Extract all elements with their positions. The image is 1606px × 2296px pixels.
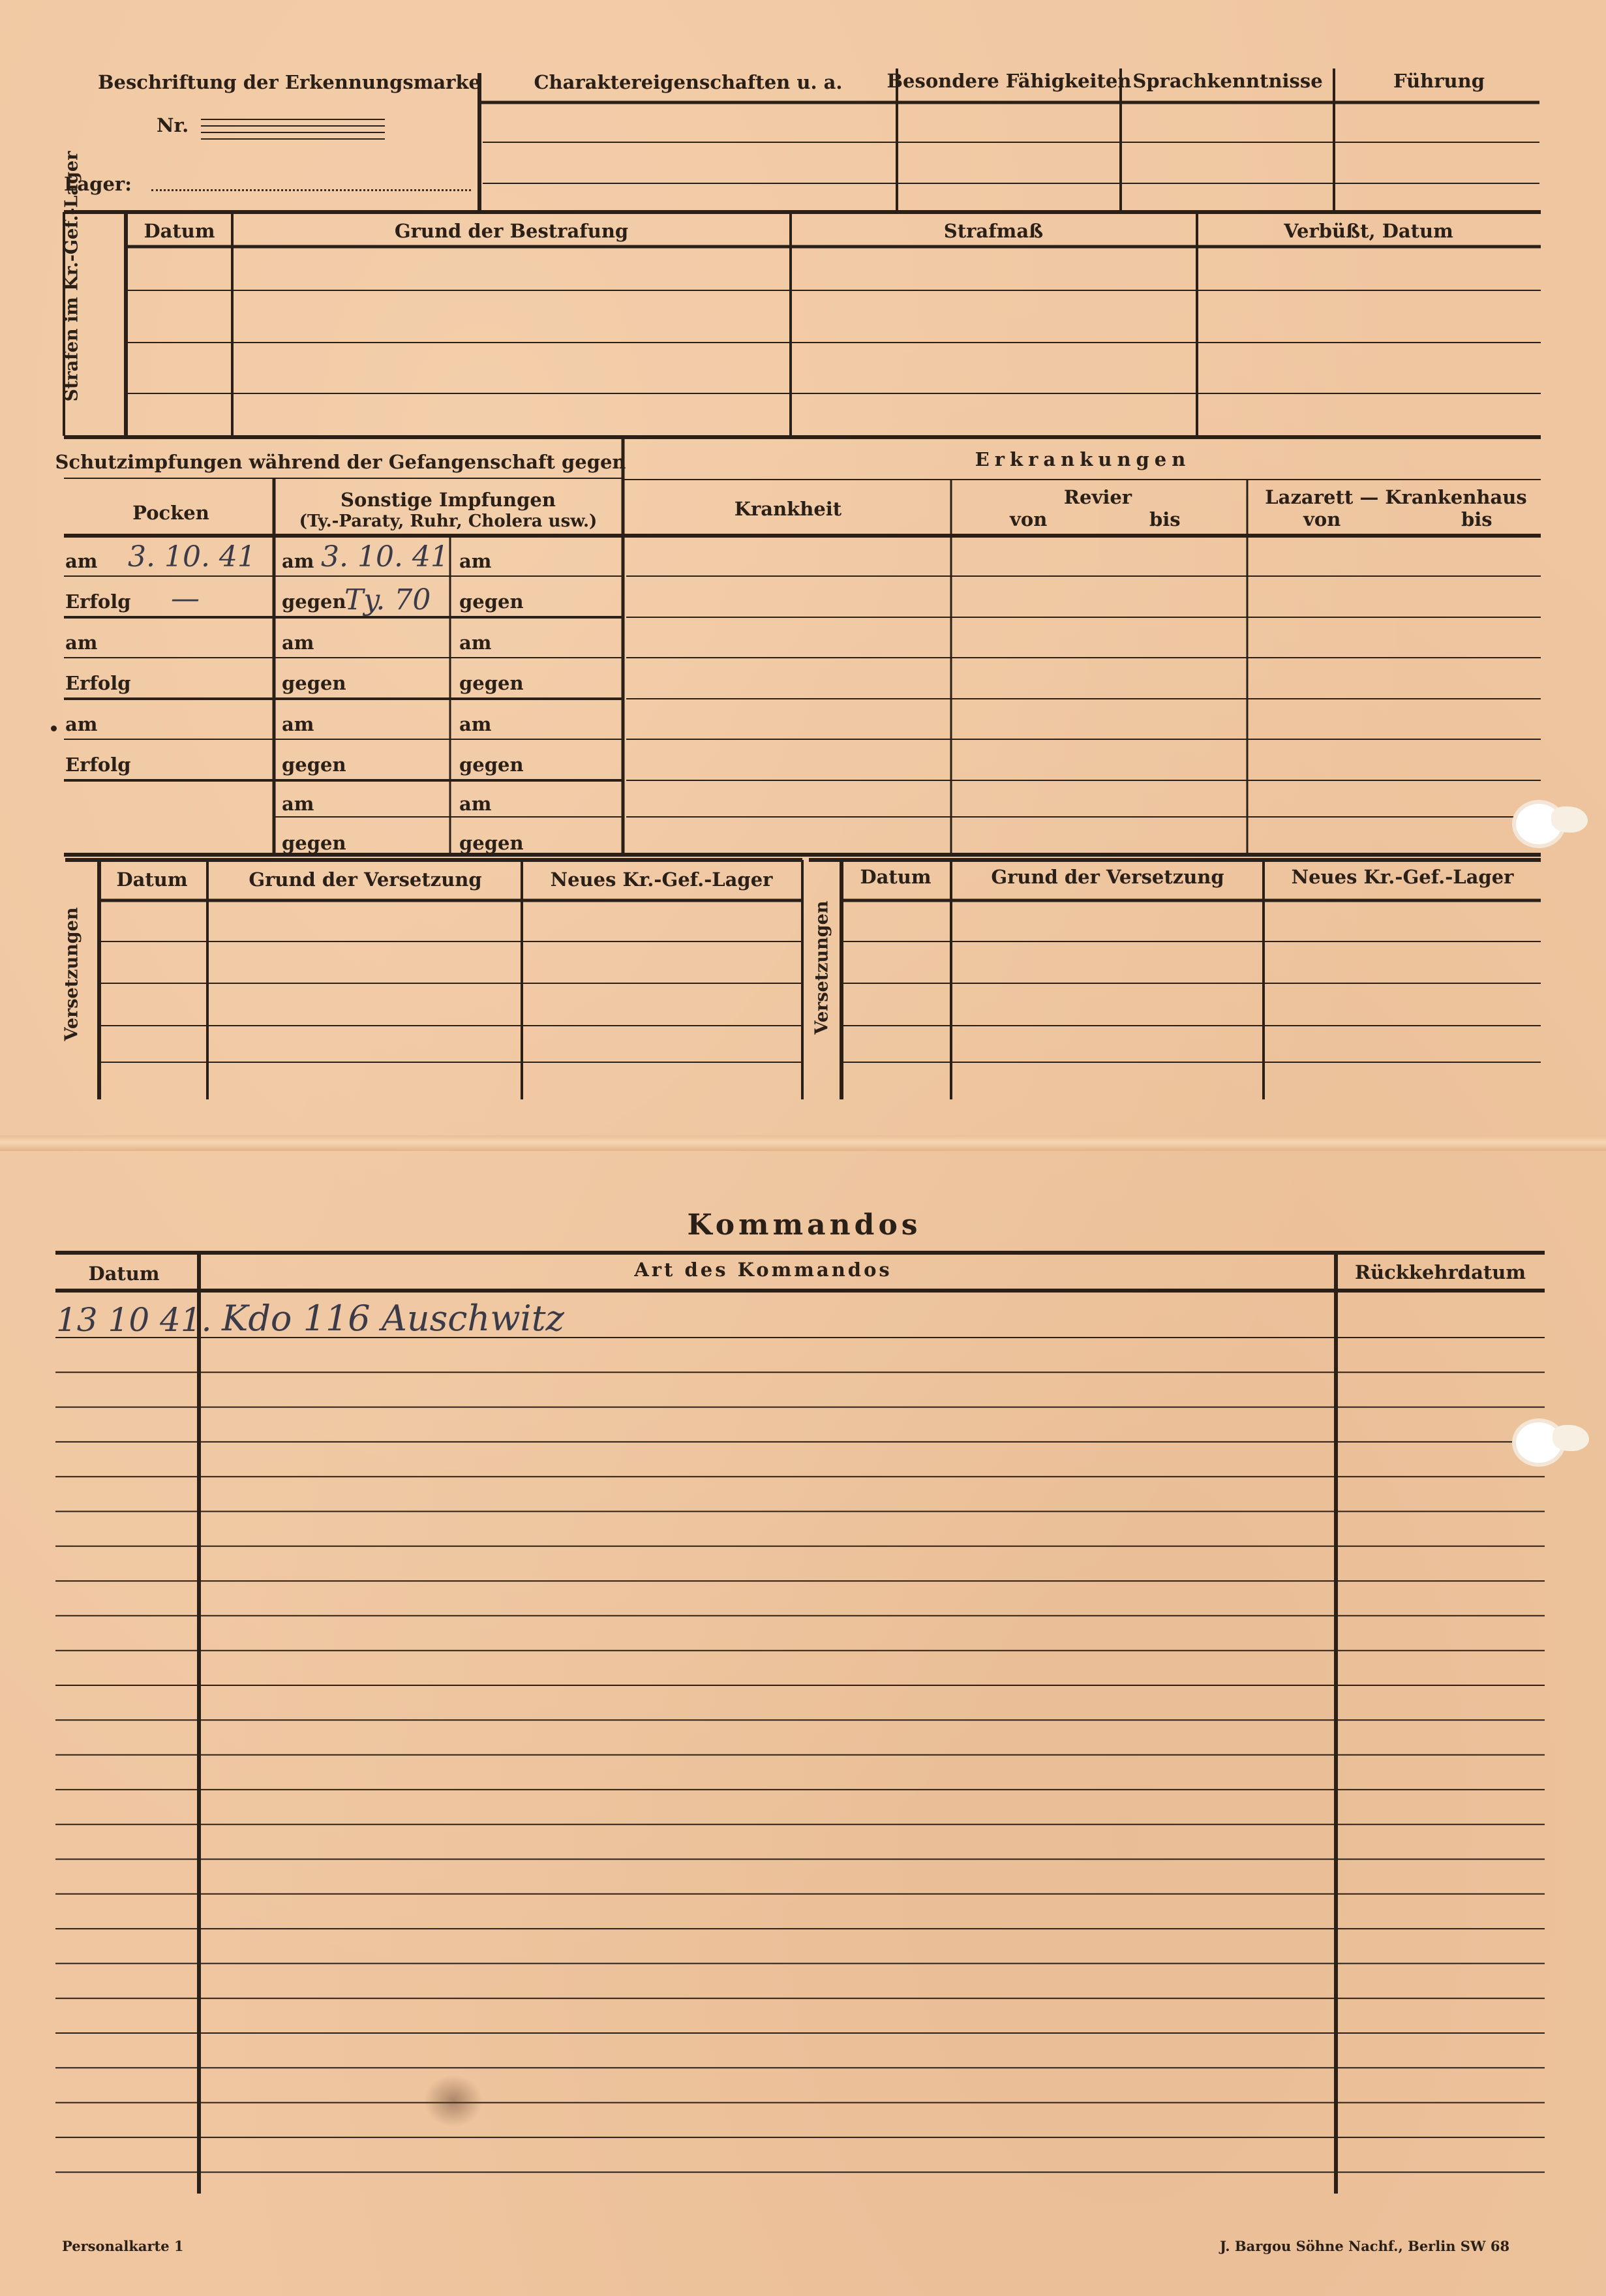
versetzungen-side-label-right: Versetzungen xyxy=(811,900,832,1035)
sprach-header: Sprachkenntnisse xyxy=(1132,70,1323,92)
pocken-am-label: am xyxy=(65,550,98,572)
ink-dot xyxy=(51,726,57,731)
sonst2-gegen-label: gegen xyxy=(459,672,524,694)
pocken-erfolg-label: Erfolg xyxy=(65,754,131,776)
strafmass-header: Strafmaß xyxy=(943,220,1044,242)
fuehrung-header: Führung xyxy=(1393,70,1485,92)
sonst-am-label: am xyxy=(282,632,314,654)
revier-von: von xyxy=(1010,508,1048,530)
revier-bis: bis xyxy=(1149,508,1181,530)
lager-field[interactable] xyxy=(151,189,471,191)
kommandos-title: Kommandos xyxy=(687,1208,922,1242)
krankheit-header: Krankheit xyxy=(734,498,842,520)
vers-grund-header-left: Grund der Versetzung xyxy=(249,868,482,891)
handwritten-kdo-art: Kdo 116 Auschwitz xyxy=(222,1298,564,1339)
lazarett-header: Lazarett — Krankenhaus xyxy=(1265,486,1527,508)
strafen-side-label: Strafen im Kr.-Gef.-Lager xyxy=(61,151,82,402)
footer-left: Personalkarte 1 xyxy=(62,2238,184,2254)
sonstige-subheader: (Ty.-Paraty, Ruhr, Cholera usw.) xyxy=(299,512,598,531)
handwritten-sonst-gegen: Ty. 70 xyxy=(344,583,431,617)
nr-label: Nr. xyxy=(157,114,189,136)
faehigkeiten-header: Besondere Fähigkeiten xyxy=(886,70,1132,92)
vers-grund-header-right: Grund der Versetzung xyxy=(991,866,1224,888)
sonst2-am-label: am xyxy=(459,632,492,654)
pocken-erfolg-label: Erfolg xyxy=(65,672,131,694)
kdo-rueckkehr-header: Rückkehrdatum xyxy=(1354,1261,1526,1283)
sonst-gegen-label: gegen xyxy=(282,672,346,694)
vers-datum-header-left: Datum xyxy=(116,868,188,891)
sonst-am-label: am xyxy=(282,550,314,572)
pocken-header: Pocken xyxy=(132,502,209,524)
torn-edge xyxy=(1551,806,1588,833)
pocken-am-label: am xyxy=(65,713,98,735)
lager-label: Lager: xyxy=(64,173,132,195)
sonst-am-label: am xyxy=(282,713,314,735)
vers-neues-header-right: Neues Kr.-Gef.-Lager xyxy=(1291,866,1514,888)
sonstige-header: Sonstige Impfungen xyxy=(341,489,556,511)
sonst2-am-label: am xyxy=(459,713,492,735)
footer-right: J. Bargou Söhne Nachf., Berlin SW 68 xyxy=(1220,2238,1510,2254)
verbuesst-header: Verbüßt, Datum xyxy=(1284,220,1453,242)
vers-datum-header-right: Datum xyxy=(860,866,932,888)
handwritten-kdo-date: 13 10 41. xyxy=(56,1301,212,1339)
erkrankungen-title: Erkrankungen xyxy=(975,448,1191,470)
sonst2-gegen-label: gegen xyxy=(459,832,524,854)
sonst-gegen-label: gegen xyxy=(282,832,346,854)
sonst2-gegen-label: gegen xyxy=(459,590,524,613)
strafen-grund-header: Grund der Bestrafung xyxy=(394,220,629,242)
impfungen-title: Schutzimpfungen während der Gefangenschaft gegen xyxy=(55,451,626,473)
pocken-erfolg-label: Erfolg xyxy=(65,590,131,613)
kdo-datum-header: Datum xyxy=(88,1263,160,1285)
sonst-gegen-label: gegen xyxy=(282,754,346,776)
charakter-header: Charaktereigenschaften u. a. xyxy=(534,71,843,93)
sonst2-am-label: am xyxy=(459,793,492,815)
torn-edge xyxy=(1553,1425,1589,1451)
vers-neues-header-left: Neues Kr.-Gef.-Lager xyxy=(550,868,773,891)
sonst2-am-label: am xyxy=(459,550,492,572)
handwritten-sonst-date: 3. 10. 41 xyxy=(321,540,449,574)
sonst-gegen-label: gegen xyxy=(282,590,346,613)
ink-smudge xyxy=(424,2075,483,2127)
erkennungsmarke-label: Beschriftung der Erkennungsmarke xyxy=(98,71,481,93)
versetzungen-side-label-left: Versetzungen xyxy=(61,907,82,1041)
sonst2-gegen-label: gegen xyxy=(459,754,524,776)
strafen-datum-header: Datum xyxy=(144,220,215,242)
handwritten-pocken-date: 3. 10. 41 xyxy=(128,540,256,574)
revier-header: Revier xyxy=(1063,486,1132,508)
lazarett-von: von xyxy=(1303,508,1341,530)
pocken-am-label: am xyxy=(65,632,98,654)
handwritten-pocken-erfolg: — xyxy=(171,582,200,615)
kdo-art-header: Art des Kommandos xyxy=(634,1259,892,1281)
sonst-am-label: am xyxy=(282,793,314,815)
lazarett-bis: bis xyxy=(1461,508,1492,530)
